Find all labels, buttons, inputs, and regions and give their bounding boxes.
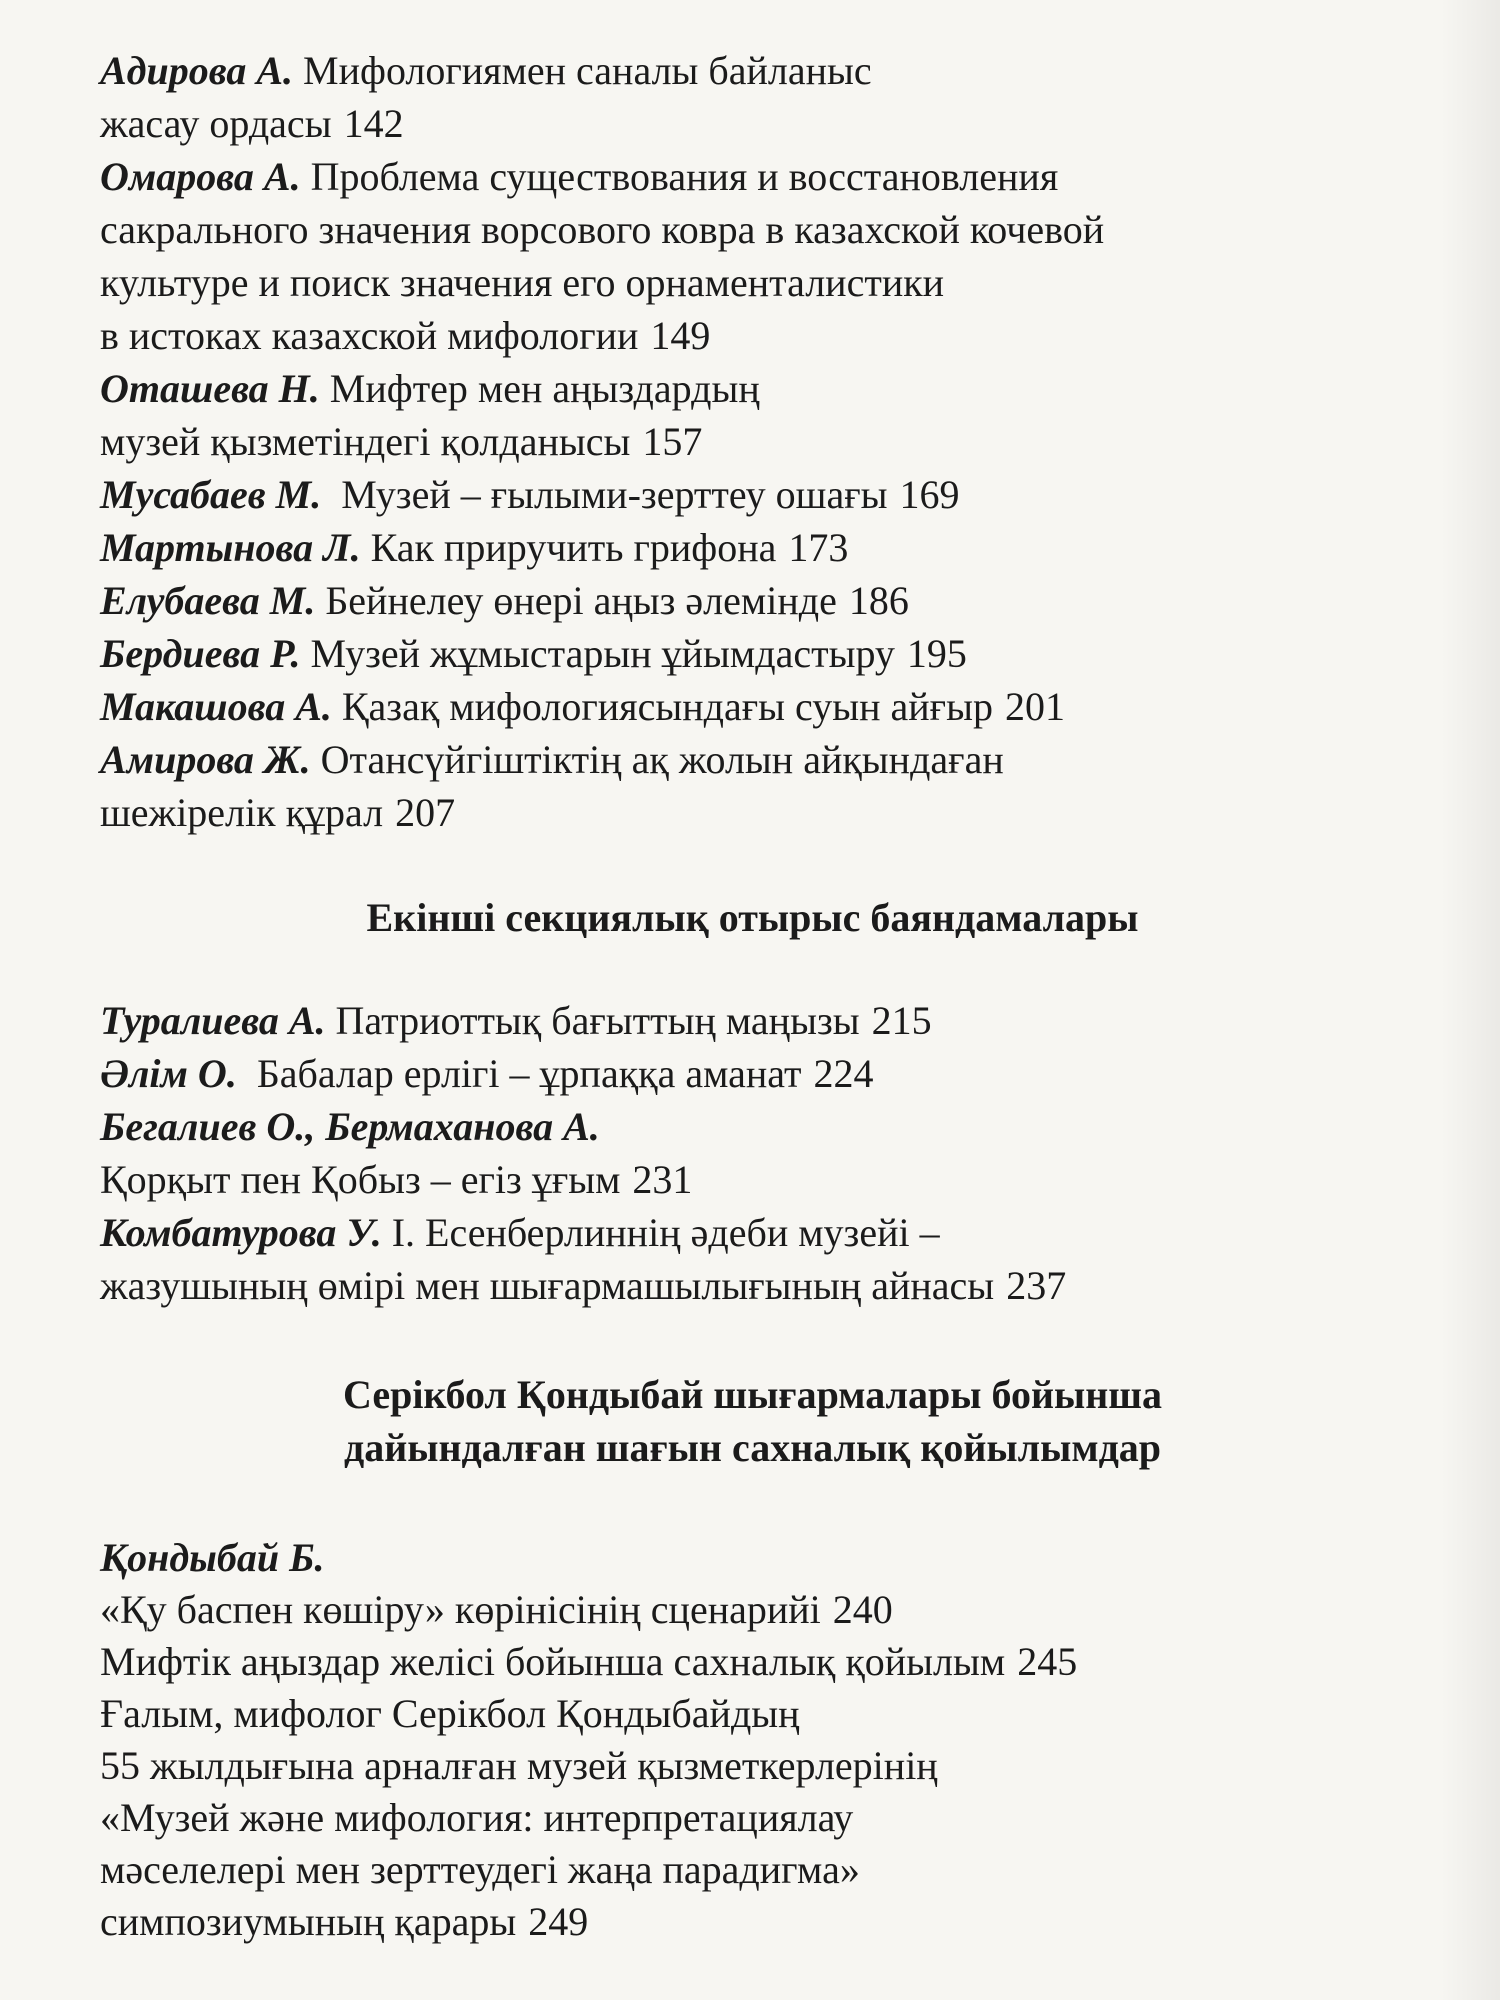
entry-title: Музей жұмыстарын ұйымдастыру — [310, 631, 895, 676]
toc-entry[interactable] — [100, 521, 1405, 574]
toc-entry[interactable] — [100, 994, 1405, 1047]
entry-page-number: 215 — [871, 998, 932, 1043]
entry-page-number: 249 — [528, 1899, 589, 1944]
entry-page-number: 195 — [906, 631, 967, 676]
toc-entry[interactable] — [100, 44, 1405, 150]
entry-page-number: 224 — [813, 1051, 874, 1096]
entry-title: Бейнелеу өнері аңыз әлемінде — [325, 578, 837, 623]
entry-page-number: 186 — [848, 578, 909, 623]
entry-title: Мифологиямен саналы байланыс — [303, 48, 872, 93]
entry-author: Қондыбай Б. — [100, 1535, 325, 1580]
entry-author: Омарова А. — [100, 154, 301, 199]
entry-title: 55 жылдығына арналған музей қызметкерлерінің — [100, 1743, 938, 1788]
entry-page-number: 157 — [642, 419, 703, 464]
toc-section-2 — [100, 994, 1405, 1312]
entry-title: в истоках казахской мифологии — [100, 313, 639, 358]
toc-entry[interactable] — [100, 468, 1405, 521]
entry-author: Туралиева А. — [100, 998, 326, 1043]
entry-title: мәселелері мен зерттеудегі жаңа парадигма» — [100, 1847, 860, 1892]
toc-entry[interactable] — [100, 680, 1405, 733]
toc-entry[interactable] — [100, 1100, 1405, 1206]
toc-entry[interactable] — [100, 1047, 1405, 1100]
entry-author: Макашова А. — [100, 684, 332, 729]
entry-title: Бабалар ерлігі – ұрпаққа аманат — [256, 1051, 802, 1096]
entry-page-number: 173 — [788, 525, 849, 570]
entry-title: Мифтік аңыздар желісі бойынша сахналық қойылым — [100, 1639, 1006, 1684]
entry-title: жазушының өмірі мен шығармашылығының айнасы — [100, 1263, 995, 1308]
entry-author: Комбатурова У. — [100, 1210, 382, 1255]
entry-author: Елубаева М. — [100, 578, 316, 623]
section-heading — [100, 1368, 1405, 1474]
entry-author: Адирова А. — [100, 48, 294, 93]
toc-entry — [100, 1532, 1405, 1584]
toc-entry[interactable] — [100, 1584, 1405, 1636]
toc-entry[interactable] — [100, 1206, 1405, 1312]
entry-title: жасау ордасы — [100, 101, 332, 146]
entry-author: Әлім О. — [100, 1051, 237, 1096]
entry-page-number: 207 — [395, 790, 456, 835]
entry-title: симпозиумының қарары — [100, 1899, 517, 1944]
entry-title: Патриоттық бағыттың маңызы — [335, 998, 860, 1043]
entry-author: Мартынова Л. — [100, 525, 361, 570]
entry-title: Проблема существования и восстановления — [310, 154, 1059, 199]
entry-title: Ғалым, мифолог Серікбол Қондыбайдың — [100, 1691, 800, 1736]
entry-title: Мифтер мен аңыздардың — [329, 366, 760, 411]
entry-title: Музей – ғылыми-зерттеу ошағы — [341, 472, 888, 517]
entry-title: Қазақ мифологиясындағы суын айғыр — [341, 684, 993, 729]
entry-title: «Қу баспен көшіру» көрінісінің сценарийі — [100, 1587, 821, 1632]
entry-page-number: 142 — [343, 101, 404, 146]
entry-title: Как приручить грифона — [370, 525, 777, 570]
entry-author: Бердиева Р. — [100, 631, 301, 676]
entry-page-number: 245 — [1017, 1639, 1078, 1684]
entry-author: Бегалиев О., Бермаханова А. — [100, 1104, 600, 1149]
section-heading-line: Серікбол Қондыбай шығармалары бойынша — [342, 1372, 1163, 1417]
entry-title: Отансүйгіштіктің ақ жолын айқындаған — [320, 737, 1004, 782]
toc-entry[interactable] — [100, 733, 1405, 839]
entry-title: І. Есенберлиннің әдеби музейі – — [391, 1210, 940, 1255]
entry-author: Амирова Ж. — [100, 737, 311, 782]
entry-title: музей қызметіндегі қолданысы — [100, 419, 631, 464]
entry-page-number: 169 — [899, 472, 960, 517]
section-heading-line: дайындалған шағын сахналық қойылымдар — [343, 1425, 1162, 1470]
entry-title: сакрального значения ворсового ковра в казахской кочевой — [100, 207, 1105, 252]
entry-author: Мусабаев М. — [100, 472, 322, 517]
toc-entry[interactable] — [100, 574, 1405, 627]
entry-title: Қорқыт пен Қобыз – егіз ұғым — [100, 1157, 621, 1202]
toc-entry[interactable] — [100, 1636, 1405, 1688]
entry-page-number: 149 — [650, 313, 711, 358]
entry-author: Оташева Н. — [100, 366, 320, 411]
toc-section-1 — [100, 44, 1405, 839]
toc-entry[interactable] — [100, 627, 1405, 680]
page-edge-shadow — [1440, 0, 1500, 2000]
toc-entry[interactable] — [100, 150, 1405, 362]
entry-page-number: 231 — [632, 1157, 693, 1202]
section-heading: Екінші секциялық отырыс баяндамалары — [366, 895, 1139, 940]
entry-page-number: 201 — [1004, 684, 1065, 729]
toc-entry[interactable] — [100, 362, 1405, 468]
entry-title: культуре и поиск значения его орнаменталистики — [100, 260, 945, 305]
toc-entry[interactable] — [100, 1688, 1405, 1948]
entry-page-number: 237 — [1006, 1263, 1067, 1308]
entry-title: «Музей және мифология: интерпретациялау — [100, 1795, 854, 1840]
entry-page-number: 240 — [832, 1587, 893, 1632]
entry-title: шежірелік құрал — [100, 790, 384, 835]
toc-section-3 — [100, 1532, 1405, 1948]
